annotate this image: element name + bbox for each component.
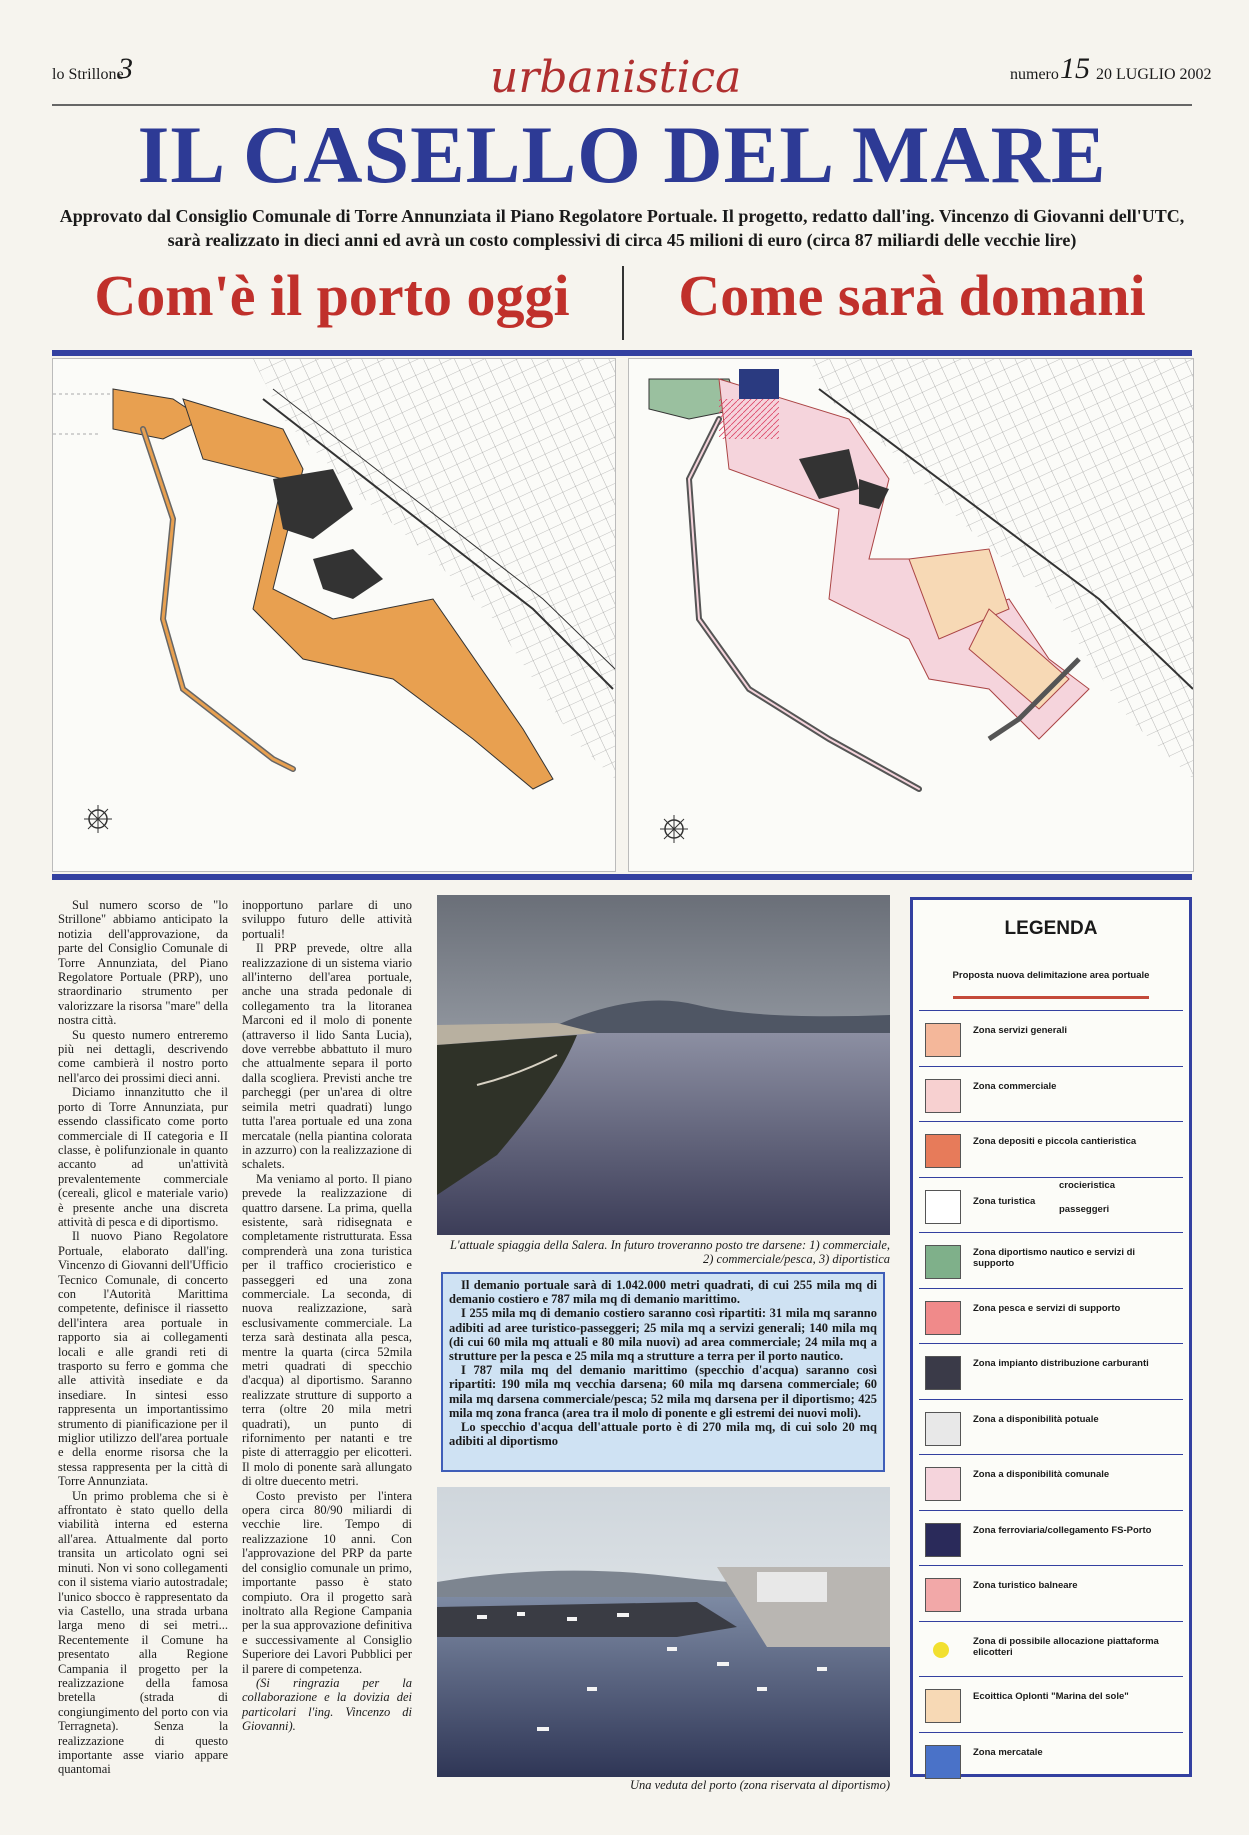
- marina-photo: [437, 1487, 890, 1777]
- legend-swatch: [925, 1412, 961, 1446]
- legend-sublabel: crocieristica: [1059, 1179, 1115, 1191]
- legend-sublabel: passeggeri: [1059, 1203, 1110, 1215]
- legend-label: Zona impianto distribuzione carburanti: [973, 1358, 1149, 1369]
- legend-swatch: [925, 1245, 961, 1279]
- headline: IL CASELLO DEL MARE: [137, 109, 1107, 200]
- header-rule: [52, 104, 1192, 106]
- legend-row: [919, 1565, 1183, 1620]
- beach-photo-caption: L'attuale spiaggia della Salera. In futuro troveranno posto tre darsene: 1) commerciale, 2) commerciale/pesca, 3) diportistica: [449, 1238, 890, 1266]
- article-paragraph: Un primo problema che si è affrontato è stato quello della viabilità interna ed esterna all'area. Attualmente dal porto transita un articolato ogni sei minuti. Non vi sono collegamenti con il sistema viario autostradale; l'unico sbocco è rappresentato da via Castello, una strada urbana larga meno di sei metri... Recentemente il Comune ha presentato alla Regione Campania il progetto per la realizzazione della famosa bretella (strada di congiungimento del porto con via Terragneta). Senza la realizzazione di questo importante asse viario appare quantomai: [58, 1488, 228, 1777]
- legend-label: Zona ferroviaria/collegamento FS-Porto: [973, 1524, 1152, 1536]
- legend-row: [919, 1454, 1183, 1509]
- article-paragraph: Su questo numero entreremo più nei dettagli, descrivendo come cambierà il nostro porto nell'arco dei prossimi dieci anni.: [58, 1027, 228, 1085]
- blue-rule-bottom: [52, 874, 1192, 880]
- legend-label: Zona di possibile allocazione piattaforma elicotteri: [973, 1635, 1159, 1658]
- marina-photo-caption: Una veduta del porto (zona riservata al diportismo): [629, 1778, 890, 1792]
- article-paragraph: Il PRP prevede, oltre alla realizzazione di un sistema viario all'interno dell'area portuale, anche una strada pedonale di collegamento tra la litoranea Marconi ed il molo di ponente (attraverso il lido Santa Lucia), dove verrebbe abbattuto il muro che attualmente separa il porto dalla scogliera. Previsti anche tre parcheggi (per un'area di oltre seimila metri quadrati) lungo tutta l'area portuale ed una zona mercatale (nella piantina colorata in azzurro) con la realizzazione di schalets.: [242, 941, 412, 1172]
- legend-swatch: [925, 1190, 961, 1224]
- legend-row: [919, 1510, 1183, 1565]
- paper-name: lo Strillone: [52, 66, 124, 83]
- beach-photo-image: [437, 895, 890, 1235]
- section-title: urbanistica: [490, 52, 742, 103]
- legend-row: [919, 1732, 1183, 1787]
- port-map-today-drawing: [53, 359, 615, 871]
- legend-label: Ecoittica Oplonti "Marina del sole": [973, 1691, 1129, 1702]
- legend-label: Zona mercatale: [973, 1746, 1043, 1758]
- legend-swatch: [925, 1467, 961, 1501]
- legend-label: Zona diportismo nautico e servizi di supporto: [973, 1247, 1136, 1269]
- legend-swatch: [925, 1023, 961, 1057]
- legend-row: [919, 1288, 1183, 1343]
- legend-swatch: [925, 1134, 961, 1168]
- legend-row: [919, 1232, 1183, 1287]
- legend-title: LEGENDA: [1004, 918, 1098, 939]
- map-legend: [910, 897, 1192, 1777]
- article-paragraph: Diciamo innanzitutto che il porto di Torre Annunziata, pur essendo classificato come porto commerciale di II categoria e II classe, è polifunzionale in quanto accanto ad un'attività prevalentemente commerciale (cereali, glicol e materiale vario) è presente anche una discreta attività di pesca e di diportismo.: [58, 1085, 228, 1229]
- issue-date: 20 LUGLIO 2002: [1096, 66, 1212, 83]
- legend-swatch: [925, 1689, 961, 1723]
- legend-swatch: [925, 1745, 961, 1779]
- page-number: 3: [118, 52, 133, 85]
- legend-label: Zona depositi e piccola cantieristica: [973, 1136, 1137, 1147]
- heading-divider: [622, 266, 624, 340]
- port-data-box: [441, 1272, 885, 1472]
- heading-tomorrow: Come sarà domani: [678, 263, 1146, 328]
- article-paragraph: Ma veniamo al porto. Il piano prevede la realizzazione di quattro darsene. La prima, quella esistente, sarà ridisegnata e completamente ristrutturata. Essa comprenderà una zona turistica per il traffico crocieristico e passeggeri ed una zona commerciale. La seconda, di nuova realizzazione, sarà esclusivamente commerciale. La terza sarà destinata alla pesca, mentre la quarta (circa 52mila metri quadrati di specchio d'acqua) al diportismo. Saranno realizzate strutture di supporto a terra (oltre 20 mila metri quadrati), un punto di rifornimento per natanti e tre piste di atterraggio per elicotteri. Il molo di ponente sarà allungato di oltre duecento metri.: [242, 1171, 412, 1489]
- legend-row: [919, 1121, 1183, 1176]
- legend-label: Zona pesca e servizi di supporto: [973, 1302, 1121, 1314]
- legend-proposal-line: [953, 996, 1149, 999]
- legend-row: [919, 1343, 1183, 1398]
- legend-row: [919, 1399, 1183, 1454]
- legend-row: [919, 1066, 1183, 1121]
- article-paragraph: Sul numero scorso de "lo Strillone" abbiamo anticipato la notizia dell'approvazione, da parte del Consiglio Comunale di Torre Annunziata, del Piano Regolatore Portuale (PRP), uno straordinario strumento per valorizzare la risorsa "mare" della nostra città.: [58, 898, 228, 1028]
- legend-swatch: [925, 1079, 961, 1113]
- legend-row: [919, 1676, 1183, 1731]
- legend-row: [919, 1621, 1183, 1676]
- article-column-2: [242, 898, 412, 1734]
- legend-proposal-label: Proposta nuova delimitazione area portuale: [952, 970, 1150, 981]
- port-map-today: [52, 358, 616, 872]
- legend-label: Zona commerciale: [973, 1080, 1057, 1092]
- marina-photo-image: [437, 1487, 890, 1777]
- legend-label: Zona turistica: [973, 1195, 1036, 1207]
- legend-label: Zona turistico balneare: [973, 1580, 1078, 1591]
- port-map-tomorrow-drawing: [629, 359, 1193, 871]
- legend-label: Zona servizi generali: [973, 1025, 1067, 1036]
- heading-today: Com'è il porto oggi: [94, 263, 570, 328]
- legend-swatch: [925, 1578, 961, 1612]
- article-column-1: [58, 898, 228, 1777]
- issue-number: 15: [1060, 52, 1090, 85]
- legend-row: [919, 1177, 1183, 1232]
- data-paragraph: I 787 mila mq del demanio marittimo (specchio d'acqua) saranno così ripartiti: 190 mila mq vecchia darsena; 60 mila mq darsena commerciale; 60 mila mq darsena commerciale/pesca; 52 mila mq darsena per il diportismo; 425 mila mq zona franca (area tra il molo di ponente e gli estremi dei nuovi moli).: [449, 1363, 877, 1420]
- issue-label: numero: [1010, 66, 1059, 83]
- legend-swatch: [925, 1523, 961, 1557]
- blue-rule-top: [52, 350, 1192, 356]
- legend-swatch: [925, 1301, 961, 1335]
- legend-row: [919, 1010, 1183, 1065]
- article-paragraph: Il nuovo Piano Regolatore Portuale, elaborato dall'ing. Vincenzo di Giovanni dell'Ufficio Tecnico Comunale, di concerto con l'Autorità Marittima competente, definisce il riassetto dell'intera area portuale in rapporto sia ai collegamenti locali e alle grandi reti di trasporto su ferro e gomma che alle attività insediate e da insediare. In sintesi esso rappresenta un importantissimo strumento di pianificazione per il miglior utilizzo dell'area portuale e della enorme risorsa che la stessa rappresenta per la città di Torre Annunziata.: [58, 1229, 228, 1489]
- beach-photo: [437, 895, 890, 1235]
- legend-swatch: [925, 1356, 961, 1390]
- legend-swatch: [925, 1634, 959, 1666]
- port-map-tomorrow: [628, 358, 1194, 872]
- data-paragraph: I 255 mila mq di demanio costiero saranno così ripartiti: 31 mila mq saranno adibiti ad aree turistico-passeggeri; 25 mila mq a servizi generali; 140 mila mq (di cui 60 mila mq attuali e 80 mila nuovi) ad area commerciale; 24 mila mq a strutture per la pesca e 25 mila mq a strutture a terra per il porto nautico.: [449, 1306, 877, 1364]
- article-paragraph: inopportuno parlare di uno sviluppo futuro delle attività portuali!: [242, 898, 412, 941]
- article-paragraph: Costo previsto per l'intera opera circa 80/90 miliardi di vecchie lire. Tempo di realizzazione 10 anni. Con l'approvazione del PRP da parte del consiglio comunale un primo, importante passo è stato compiuto. Ora il progetto sarà inoltrato alla Regione Campania per la sua approvazione definitiva e successivamente al Consiglio Superiore dei Lavori Pubblici per il parere di competenza.: [242, 1488, 412, 1676]
- article-credits: (Si ringrazia per la collaborazione e la dovizia dei particolari l'ing. Vincenzo di Giovanni).: [242, 1675, 412, 1734]
- legend-label: Zona a disponibilità potuale: [973, 1413, 1099, 1425]
- legend-label: Zona a disponibilità comunale: [973, 1469, 1110, 1480]
- subtitle: Approvato dal Consiglio Comunale di Torre Annunziata il Piano Regolatore Portuale. Il progetto, redatto dall'ing. Vincenzo di Giovanni dell'UTC, sarà realizzato in dieci anni ed avrà un costo complessivi di circa 45 milioni di euro (circa 87 miliardi delle vecchie lire): [59, 206, 1185, 250]
- data-paragraph: Lo specchio d'acqua dell'attuale porto è di 270 mila mq, di cui solo 20 mq adibiti al diportismo: [449, 1420, 877, 1449]
- data-paragraph: Il demanio portuale sarà di 1.042.000 metri quadrati, di cui 255 mila mq di demanio costiero e 787 mila mq di demanio marittimo.: [449, 1278, 877, 1307]
